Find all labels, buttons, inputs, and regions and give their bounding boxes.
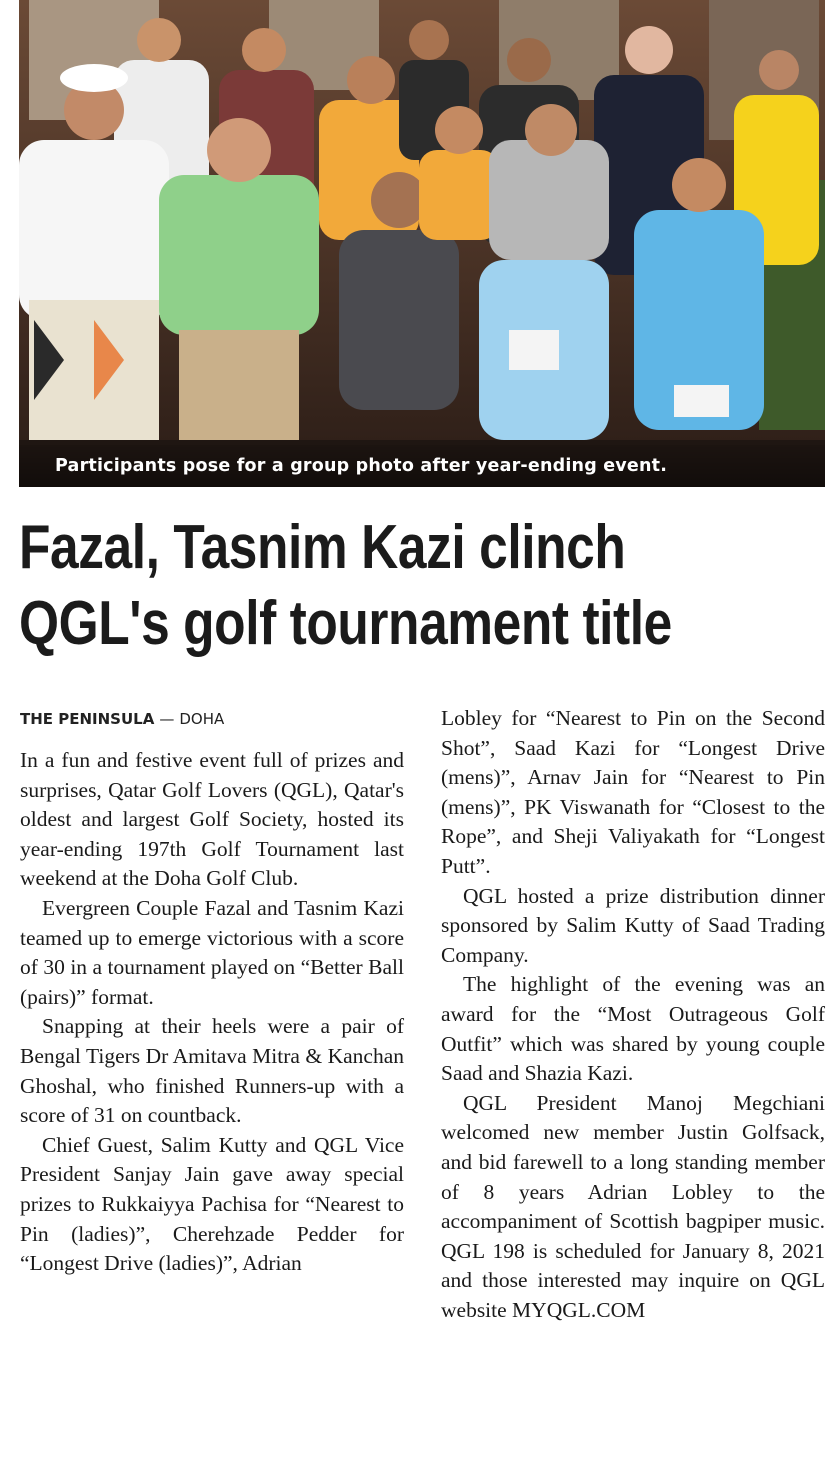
paragraph: Evergreen Couple Fazal and Tasnim Kazi teamed up to emerge victorious with a score of 30 in a tournament played on “Better Ball (pairs)” format. (20, 895, 404, 1009)
article-column-left (20, 704, 404, 1279)
dateline-source: THE PENINSULA (20, 710, 155, 728)
group-photo-illustration (19, 0, 825, 487)
dateline-separator: — (159, 710, 175, 728)
dateline-location: DOHA (179, 710, 225, 728)
headline (19, 510, 683, 662)
group-photo (19, 0, 825, 487)
headline-line-1: Fazal, Tasnim Kazi clinch (19, 513, 626, 582)
paragraph: In a fun and festive event full of prizes and surprises, Qatar Golf Lovers (QGL), Qatar's oldest and largest Golf Society, hosted its year-ending 197th Golf Tournament last weekend at the Doha Golf Club. (20, 748, 404, 891)
dateline (20, 704, 404, 734)
paragraph: QGL President Manoj Megchiani welcomed new member Justin Golfsack, and bid farewell to a long standing member of 8 years Adrian Lobley to the accompaniment of Scottish bagpiper music. QGL 198 is scheduled for January 8, 2021 and those interested may inquire on QGL website MYQGL.COM (441, 1090, 825, 1322)
photo-caption: Participants pose for a group photo after year-ending event. (19, 445, 825, 487)
headline-line-2: QGL's golf tournament title (19, 589, 672, 658)
paragraph: Snapping at their heels were a pair of Bengal Tigers Dr Amitava Mitra & Kanchan Ghoshal, who finished Runners-up with a score of 31 on countback. (20, 1014, 404, 1128)
paragraph: Chief Guest, Salim Kutty and QGL Vice President Sanjay Jain gave away special prizes to Rukkaiyya Pachisa for “Nearest to Pin (ladies)”, Cherehzade Pedder for “Longest Drive (ladies)”, Adrian (20, 1132, 404, 1276)
paragraph: The highlight of the evening was an award for the “Most Outrageous Golf Outfit” which was shared by young couple Saad and Shazia Kazi. (441, 972, 825, 1086)
paragraph: Lobley for “Nearest to Pin on the Second Shot”, Saad Kazi for “Longest Drive (mens)”, Arnav Jain for “Nearest to Pin (mens)”, PK Viswanath for “Closest to the Rope”, and Sheji Valiyakath for “Longest Putt”. (441, 706, 825, 878)
article-column-right (441, 704, 825, 1325)
paragraph: QGL hosted a prize distribution dinner sponsored by Salim Kutty of Saad Trading Company. (441, 883, 825, 967)
